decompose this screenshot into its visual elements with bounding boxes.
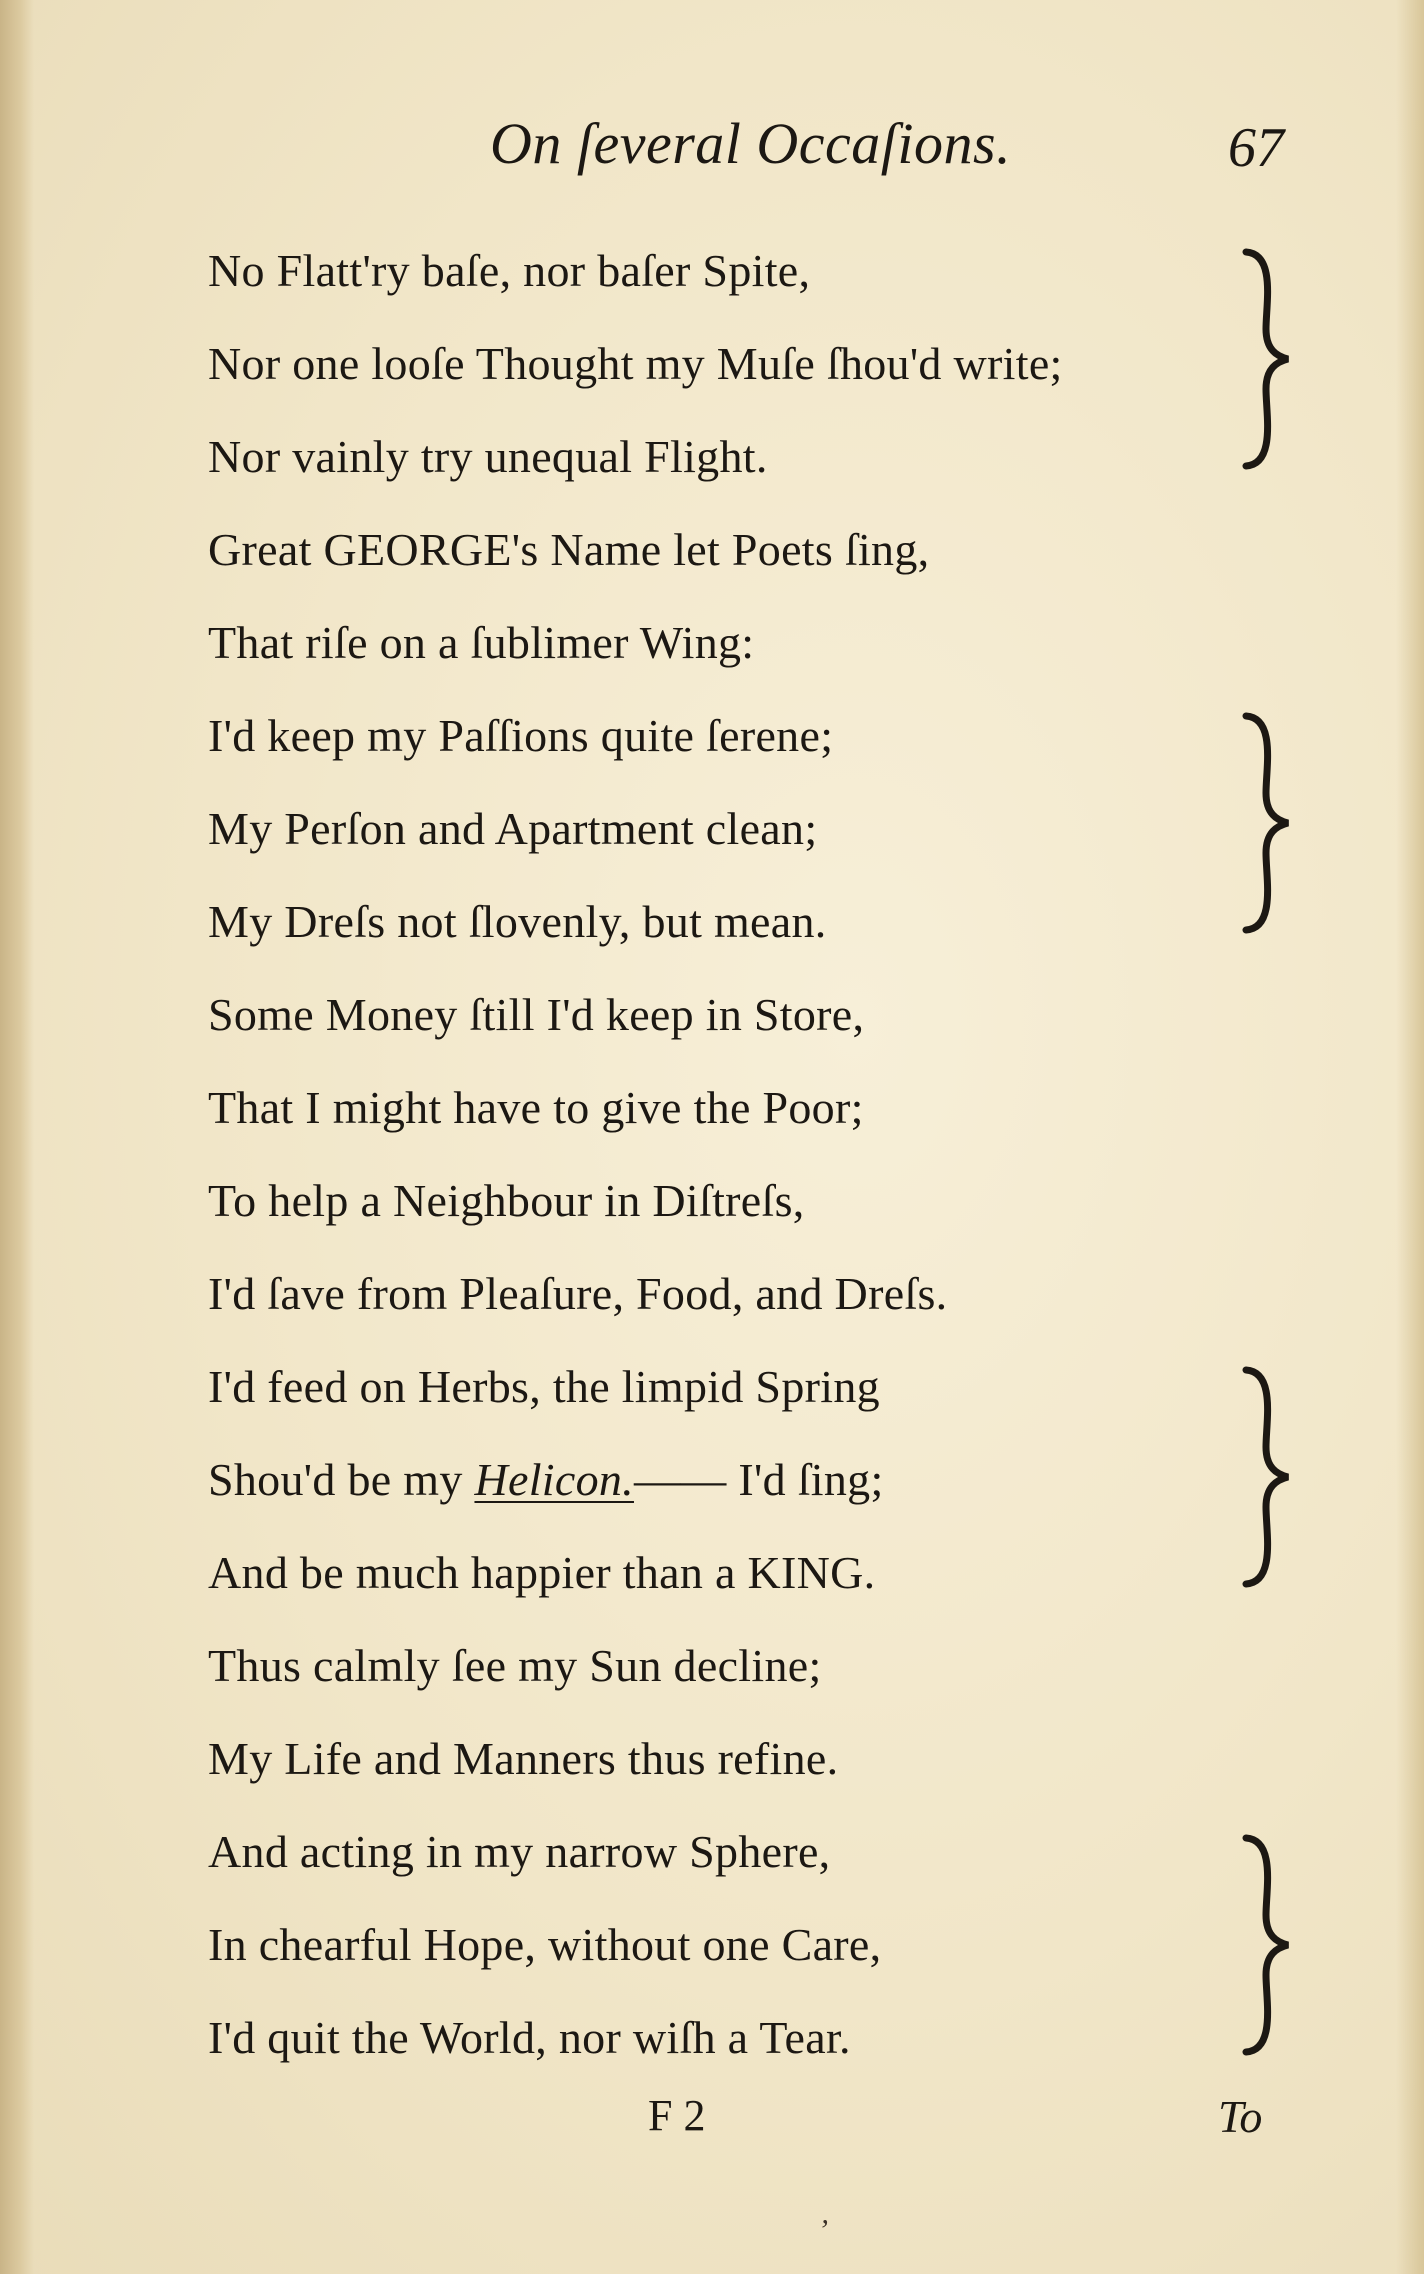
poem-line: Some Money ſtill I'd keep in Store, — [208, 989, 865, 1040]
triplet-brace — [1236, 244, 1296, 474]
catchword: To — [1218, 2091, 1263, 2142]
poem-line: To help a Neighbour in Diſtreſs, — [208, 1175, 805, 1226]
poem-line: Great GEORGE's Name let Poets ſing, — [208, 524, 930, 575]
poem-line: Nor vainly try unequal Flight. — [208, 431, 768, 482]
poem-line: My Life and Manners thus refine. — [208, 1733, 839, 1784]
ink-speck: ʼ — [818, 2214, 828, 2247]
running-title: On ſeveral Occaſions. — [490, 111, 1012, 176]
poem-line: That riſe on a ſublimer Wing: — [208, 617, 755, 668]
italic-word: Helicon. — [474, 1454, 634, 1505]
poem-line: My Dreſs not ſlovenly, but mean. — [208, 896, 827, 947]
poem-line: And acting in my narrow Sphere, — [208, 1826, 831, 1877]
poem-line: No Flatt'ry baſe, nor baſer Spite, — [208, 245, 811, 296]
page-edge-shadow — [1396, 0, 1424, 2274]
poem-line: I'd feed on Herbs, the limpid Spring — [208, 1361, 880, 1412]
page-header — [0, 110, 1424, 190]
signature-mark: F 2 — [648, 2091, 706, 2140]
poem-line: Nor one looſe Thought my Muſe ſhou'd write; — [208, 338, 1063, 389]
poem-line: I'd keep my Paſſions quite ſerene; — [208, 710, 834, 761]
poem-line: I'd quit the World, nor wiſh a Tear. — [208, 2012, 851, 2063]
poem-line: I'd ſave from Pleaſure, Food, and Dreſs. — [208, 1268, 948, 1319]
poem-line: That I might have to give the Poor; — [208, 1082, 864, 1133]
poem-line-with-italic — [208, 1433, 1208, 1526]
triplet-brace — [1236, 1362, 1296, 1592]
line-text-after: —— I'd ſing; — [633, 1454, 884, 1505]
poem-line: Thus calmly ſee my Sun decline; — [208, 1640, 822, 1691]
gutter-shadow — [0, 0, 34, 2274]
triplet-brace — [1236, 1830, 1296, 2060]
poem-line: My Perſon and Apartment clean; — [208, 803, 818, 854]
line-text-before: Shou'd be my — [208, 1454, 475, 1505]
poem-stanza — [208, 224, 1208, 2084]
page-number: 67 — [1228, 117, 1284, 179]
triplet-brace — [1236, 708, 1296, 938]
poem-line: In chearful Hope, without one Care, — [208, 1919, 882, 1970]
poem-line: And be much happier than a KING. — [208, 1547, 876, 1598]
